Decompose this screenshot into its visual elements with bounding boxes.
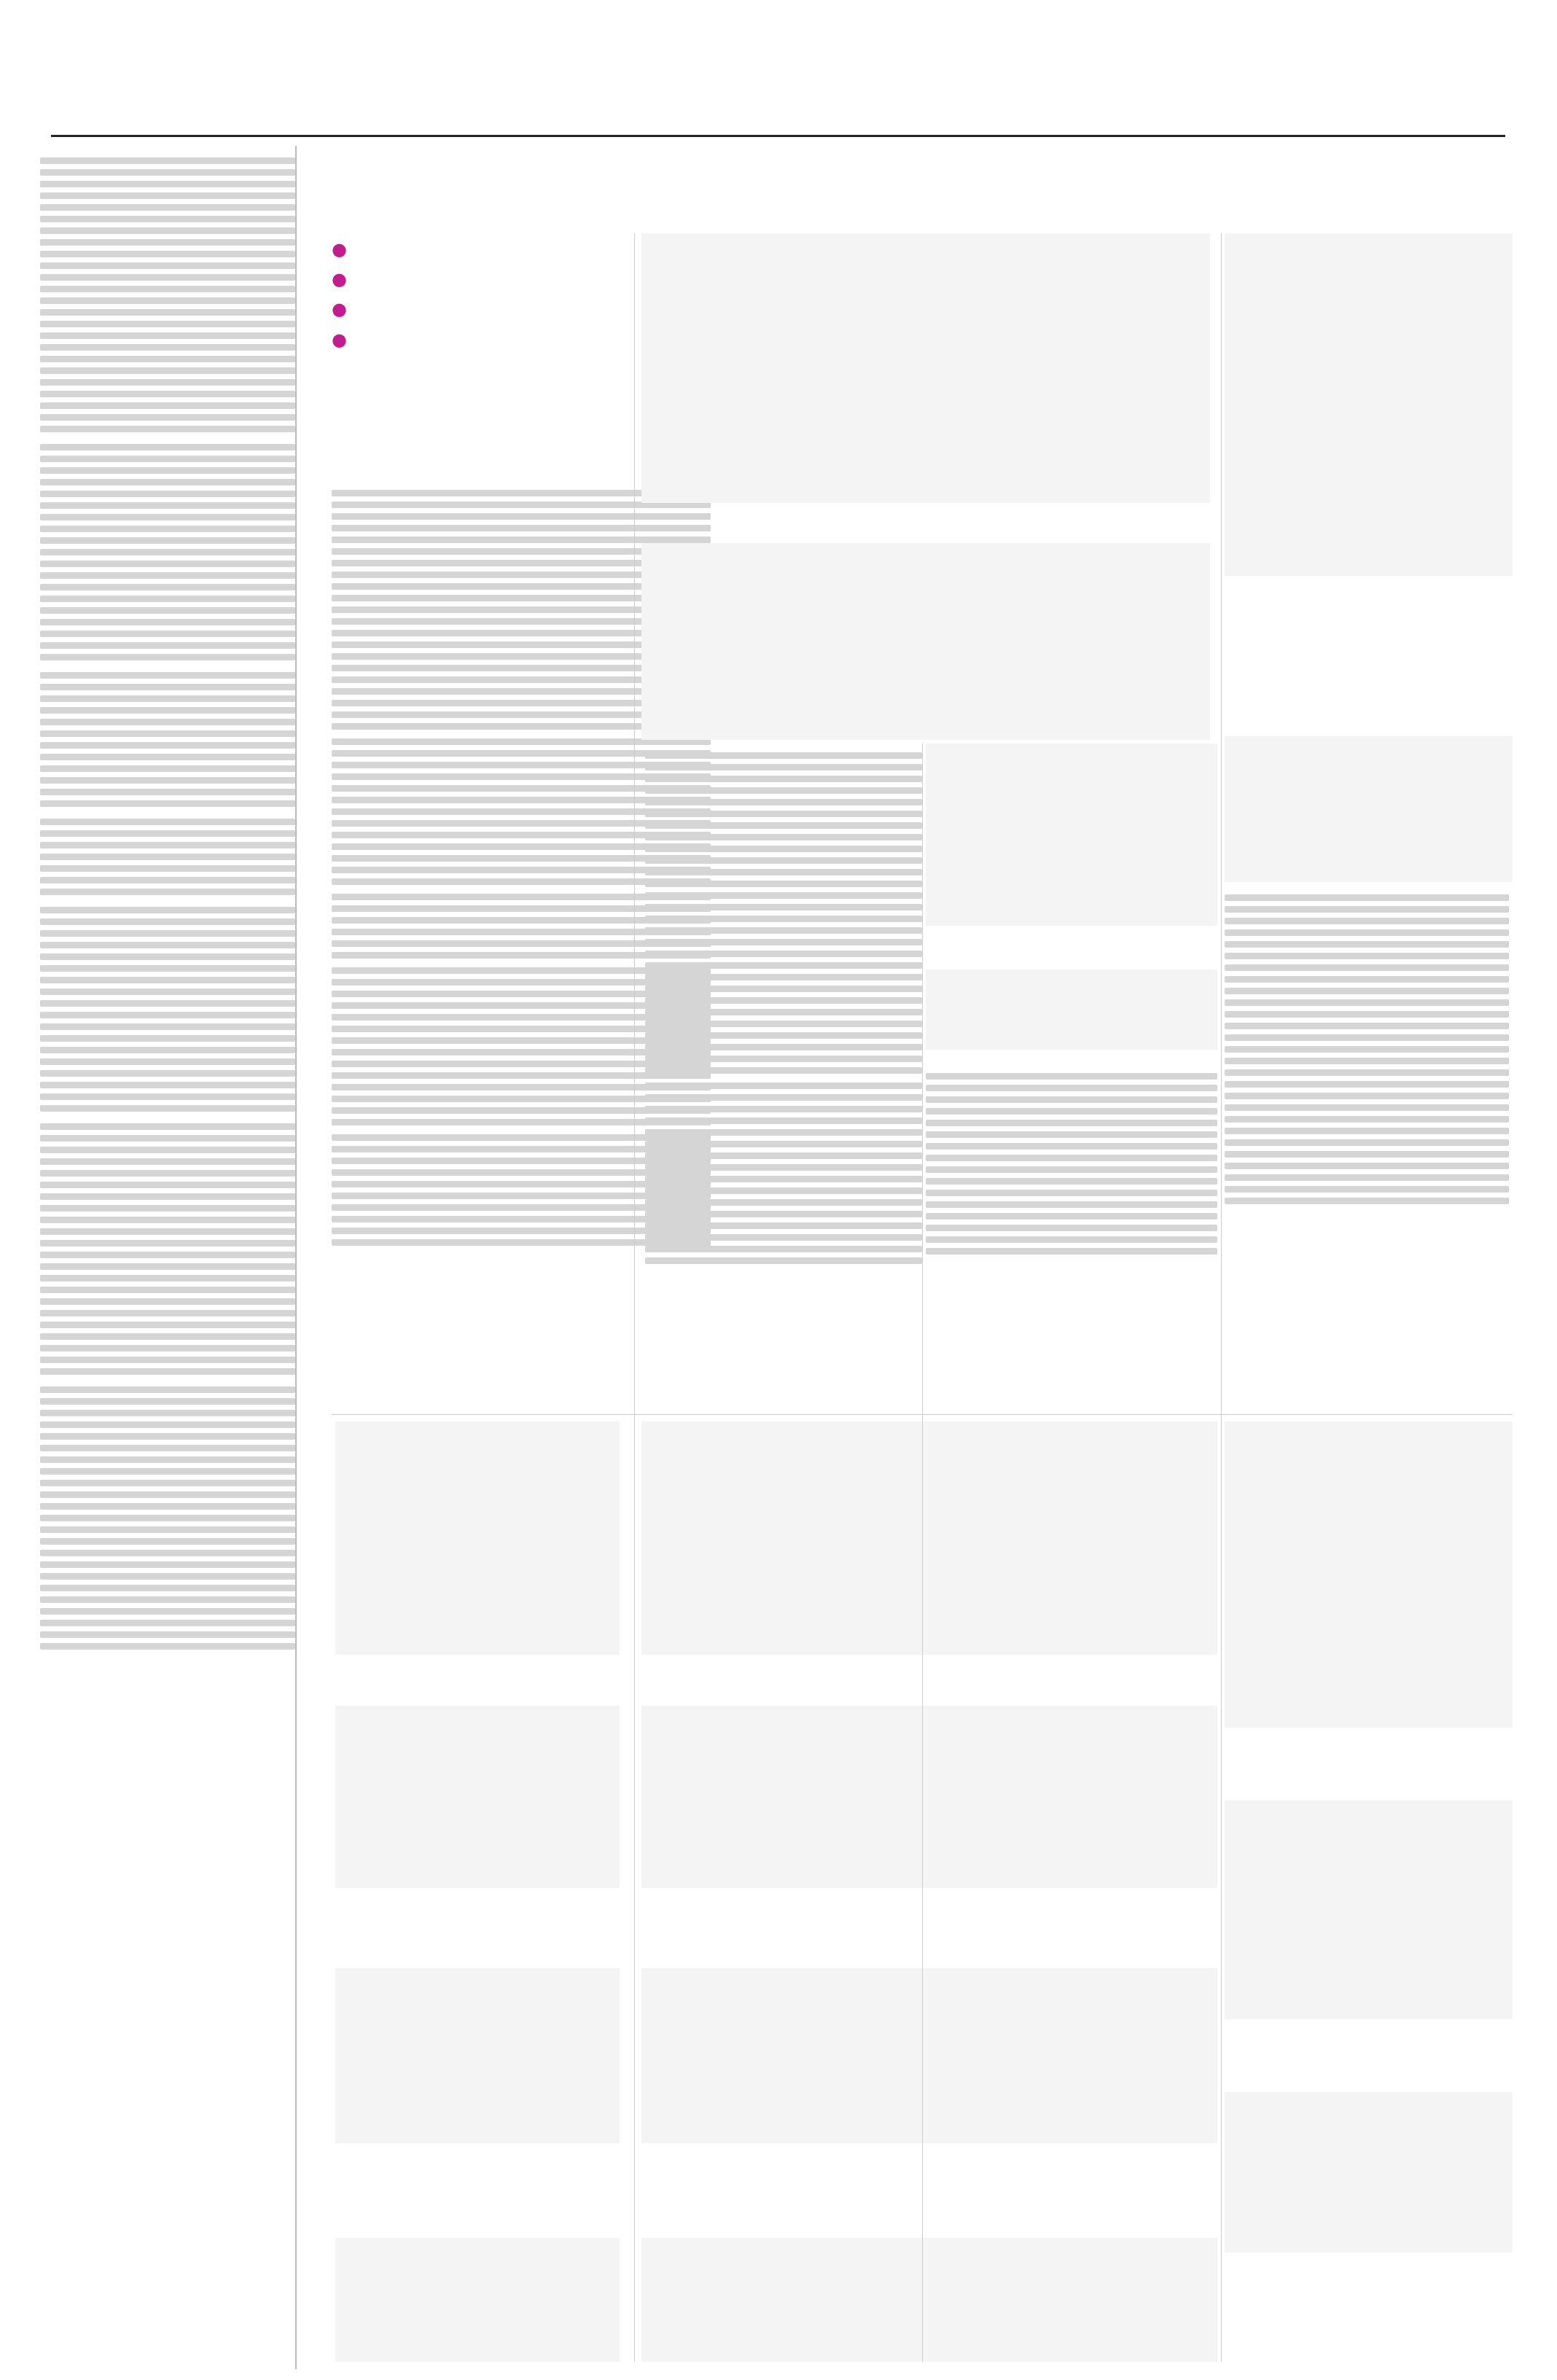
left-body-2 — [40, 444, 295, 660]
main-story-col-4 — [1225, 886, 1509, 1209]
photo-16 — [641, 1968, 926, 2143]
photo-6 — [926, 969, 1217, 1050]
left-body-4 — [40, 819, 295, 895]
left-body-6 — [40, 1123, 295, 1375]
photo-5 — [1225, 736, 1513, 882]
photo-1 — [641, 233, 1210, 503]
photo-18 — [1225, 2092, 1513, 2252]
main-story-col-2 — [645, 744, 922, 1269]
photo-19 — [335, 2238, 620, 2362]
photo-7 — [335, 1421, 620, 1655]
left-body-7 — [40, 1386, 295, 1650]
main-story-col-3 — [926, 1064, 1217, 1260]
bullet-dot-icon: ● — [332, 269, 347, 290]
row-divider — [332, 1414, 1513, 1415]
photo-8 — [641, 1421, 926, 1655]
left-body-3 — [40, 672, 295, 807]
photo-2 — [1225, 233, 1513, 576]
column-divider — [634, 233, 635, 2362]
photo-13 — [926, 1706, 1217, 1888]
bullet-dot-icon: ● — [332, 329, 347, 350]
bullet-dot-icon: ● — [332, 239, 347, 260]
photo-21 — [926, 2238, 1217, 2362]
column-divider — [1221, 233, 1222, 2362]
photo-15 — [335, 1968, 620, 2143]
left-body-5 — [40, 907, 295, 1112]
photo-17 — [926, 1968, 1217, 2143]
photo-14 — [1225, 1800, 1513, 2019]
bullet-dot-icon: ● — [332, 299, 347, 320]
photo-20 — [641, 2238, 926, 2362]
photo-4 — [926, 744, 1217, 926]
photo-3 — [641, 543, 1210, 740]
photo-12 — [641, 1706, 926, 1888]
masthead-rule — [51, 135, 1505, 137]
column-divider — [922, 744, 923, 2362]
photo-10 — [1225, 1421, 1513, 1728]
photo-11 — [335, 1706, 620, 1888]
left-body-1 — [40, 157, 295, 432]
left-news-column — [40, 146, 297, 2369]
photo-9 — [926, 1421, 1217, 1655]
